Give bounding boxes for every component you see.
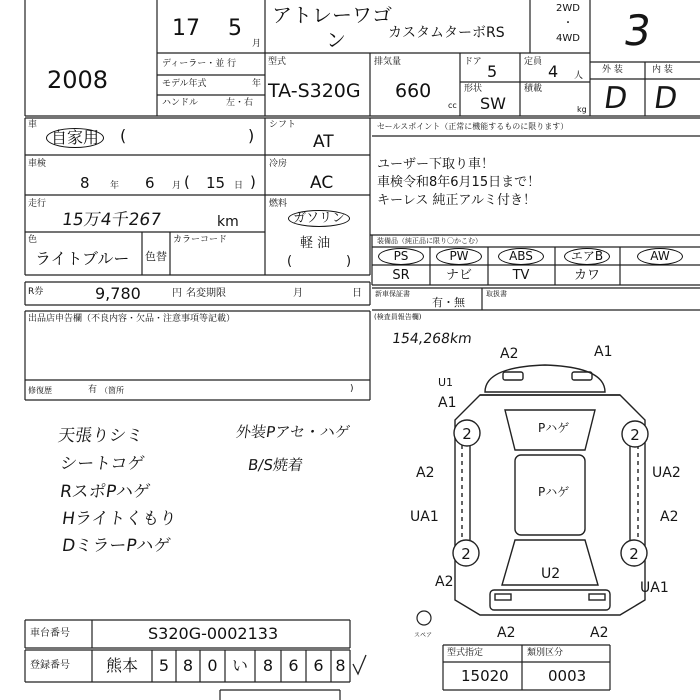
wheel-marker xyxy=(454,420,480,446)
name-change-label: 名変期限 xyxy=(186,288,226,299)
exterior-label: 外 装 xyxy=(602,65,623,75)
wheel-grade: 2 xyxy=(629,545,639,563)
body-label: 形状 xyxy=(464,84,483,94)
name-change-month: 月 xyxy=(293,288,303,299)
inspector-note: Hライトくもり xyxy=(60,509,178,529)
damage-mark: Pハゲ xyxy=(538,421,570,435)
registration-label: 登録番号 xyxy=(30,660,70,671)
handle-value: 左・右 xyxy=(226,98,254,108)
inspection-label: 車検 xyxy=(28,159,47,169)
fuel-diesel: 軽 油 xyxy=(300,236,331,251)
mileage-value: 15万4千267 xyxy=(60,210,163,230)
class-label: 類別区分 xyxy=(527,648,564,658)
equipment-item-navi: ナビ xyxy=(445,268,472,283)
inspection-month-unit: 月 xyxy=(172,181,182,191)
equipment-item-abs: ABS xyxy=(498,248,544,265)
damage-mark: A2 xyxy=(500,346,519,362)
registration-char: 8 xyxy=(262,656,274,675)
damage-mark: A1 xyxy=(594,344,613,360)
manual-label: 取扱書 xyxy=(486,290,507,298)
sales-point-line: キーレス 純正アルミ付き！ xyxy=(377,193,536,208)
sales-point-line: ユーザー下取り車！ xyxy=(377,157,495,172)
color-label: 色 xyxy=(28,235,38,245)
declaration-header: 出品店申告欄（不良内容・欠品・注意事項等記載） xyxy=(28,314,236,324)
class-number: 0003 xyxy=(548,667,587,685)
type-designation-number: 15020 xyxy=(461,667,509,685)
damage-mark: Pハゲ xyxy=(538,485,570,499)
inspection-year-unit: 年 xyxy=(110,181,120,191)
equipment-item-sr: SR xyxy=(392,268,410,283)
damage-mark: UA1 xyxy=(410,509,439,525)
interior-grade: D xyxy=(651,81,680,116)
equipment-header: 装備品（純正品に限り〇かこむ） xyxy=(377,237,482,245)
usage-label: 車 xyxy=(28,120,38,130)
registration-char: 6 xyxy=(288,656,299,675)
registration-year: 17 xyxy=(172,16,200,41)
shift-label: シフト xyxy=(269,120,297,130)
dealer-label: ディーラー・並 行 xyxy=(162,59,237,69)
body-type: SW xyxy=(480,94,506,113)
equipment-item-ps: PS xyxy=(378,248,424,265)
displacement: 660 xyxy=(395,80,432,102)
usage-close-paren: ) xyxy=(248,126,255,145)
equipment-item-aw: AW xyxy=(637,248,683,265)
registration-char: 8 xyxy=(182,656,194,675)
repair-location-close: ) xyxy=(350,384,354,394)
inspection-month: 6 xyxy=(145,174,155,192)
registration-region: 熊本 xyxy=(105,656,138,675)
inspector-note: B/S焼着 xyxy=(246,456,305,474)
damage-mark: A2 xyxy=(416,465,435,481)
inspection-day: 15 xyxy=(206,174,226,192)
model-year: 2008 xyxy=(47,66,109,94)
usage-value: 自家用 xyxy=(46,128,104,148)
doors-label: ドア xyxy=(464,57,482,67)
model-code-label: 型式 xyxy=(268,57,287,67)
inspector-note: 外装Pアセ・ハゲ xyxy=(234,423,352,441)
wheel-marker xyxy=(621,540,647,566)
car-name: アトレーワゴ xyxy=(272,3,392,27)
drive-4wd: 4WD xyxy=(556,33,580,44)
damage-mark: A2 xyxy=(660,509,679,525)
capacity-unit: 人 xyxy=(574,71,584,81)
car-name-continued: ン xyxy=(326,28,346,52)
fuel-close-paren: ) xyxy=(346,254,352,269)
inspection-year: 8 xyxy=(80,174,90,192)
displacement-unit: cc xyxy=(448,101,457,110)
repair-location-label: （箇所 xyxy=(100,386,124,395)
registration-char: い xyxy=(231,656,248,675)
inspector-note: シートコゲ xyxy=(58,454,146,474)
name-change-day: 日 xyxy=(352,288,362,299)
warranty-value: 有・無 xyxy=(432,296,465,309)
capacity: 4 xyxy=(548,62,559,81)
usage-open-paren: ( xyxy=(120,126,127,145)
fuel-open-paren: ( xyxy=(287,254,293,269)
recycle-label: R券 xyxy=(28,287,44,297)
damage-mark: UA1 xyxy=(640,580,669,596)
interior-label: 内 装 xyxy=(652,65,673,75)
exterior-grade: D xyxy=(601,81,630,116)
model-year-label: モデル年式 xyxy=(162,79,207,89)
repair-history-label: 修復歴 xyxy=(28,386,52,395)
car-grade: カスタムターボRS xyxy=(388,25,505,41)
registration-char: 5 xyxy=(158,656,170,675)
equipment-item-pw: PW xyxy=(436,248,482,265)
wheel-grade: 2 xyxy=(462,425,472,443)
spare-label: スペア xyxy=(414,632,433,639)
registration-char: 0 xyxy=(207,656,218,675)
wheel-marker xyxy=(622,421,648,447)
chassis-label: 車台番号 xyxy=(30,628,70,639)
damage-mark: A2 xyxy=(435,574,454,590)
load-unit: kg xyxy=(577,105,587,114)
equipment-item-tv: TV xyxy=(512,268,530,283)
inspection-open-paren: ( xyxy=(184,173,190,191)
inspector-header: (検査員報告欄) xyxy=(374,313,422,321)
type-designation-label: 型式指定 xyxy=(447,648,484,658)
wheel-grade: 2 xyxy=(630,426,640,444)
repair-history-value: 有 xyxy=(88,385,98,395)
load-label: 積載 xyxy=(524,84,543,94)
fuel-label: 燃料 xyxy=(269,199,288,209)
model-code: TA-S320G xyxy=(268,80,361,102)
spare-tire-icon xyxy=(417,611,431,625)
registration-char: 6 xyxy=(313,656,324,675)
displacement-label: 排気量 xyxy=(374,57,402,67)
sales-points-header: セールスポイント（正常に機能するものに限ります） xyxy=(377,122,569,131)
inspection-close-paren: ) xyxy=(250,173,256,191)
recycle-unit: 円 xyxy=(172,288,182,299)
inspection-day-unit: 日 xyxy=(234,181,244,191)
mileage-unit: km xyxy=(217,214,239,230)
drive-2wd: 2WD xyxy=(556,3,580,14)
damage-mark: U1 xyxy=(438,376,454,389)
recycle-value: 9,780 xyxy=(95,284,141,303)
damage-mark: U2 xyxy=(541,566,561,582)
fuel-gasoline: ガソリン xyxy=(288,210,350,227)
inspector-note: 天張りシミ xyxy=(56,426,145,446)
wheel-marker xyxy=(453,540,479,566)
damage-mark: UA2 xyxy=(652,465,681,481)
model-year-unit: 年 xyxy=(252,79,262,89)
equipment-item-airbag: エアB xyxy=(564,248,610,265)
capacity-label: 定員 xyxy=(524,57,543,67)
mileage-label: 走行 xyxy=(28,199,47,209)
drive-separator: ・ xyxy=(563,18,573,29)
damage-mark: A2 xyxy=(590,625,609,641)
wheel-grade: 2 xyxy=(461,545,471,563)
inspector-mileage-note: 154,268km xyxy=(390,331,473,347)
equipment-item-leather: カワ xyxy=(573,268,600,283)
handle-label: ハンドル xyxy=(162,98,199,108)
aircon-value: AC xyxy=(310,173,334,193)
damage-mark: A2 xyxy=(497,625,516,641)
inspector-note: RスポPハゲ xyxy=(58,482,152,502)
month-unit: 月 xyxy=(252,39,262,49)
registration-char: 8 xyxy=(335,656,346,675)
color-change-label: 色替 xyxy=(145,250,167,263)
color-code-label: カラーコード xyxy=(173,235,228,245)
shift-value: AT xyxy=(313,132,334,152)
chassis-number: S320G-0002133 xyxy=(148,624,279,643)
aircon-label: 冷房 xyxy=(269,159,288,169)
warranty-label: 新車保証書 xyxy=(375,290,410,298)
inspector-note: DミラーPハゲ xyxy=(60,536,172,556)
damage-mark: A1 xyxy=(438,395,457,411)
doors: 5 xyxy=(487,62,498,81)
sales-point-line: 車検令和8年6月15日まで！ xyxy=(377,175,541,190)
color-value: ライトブルー xyxy=(35,249,130,268)
registration-month: 5 xyxy=(228,16,242,41)
overall-score: 3 xyxy=(620,6,655,55)
